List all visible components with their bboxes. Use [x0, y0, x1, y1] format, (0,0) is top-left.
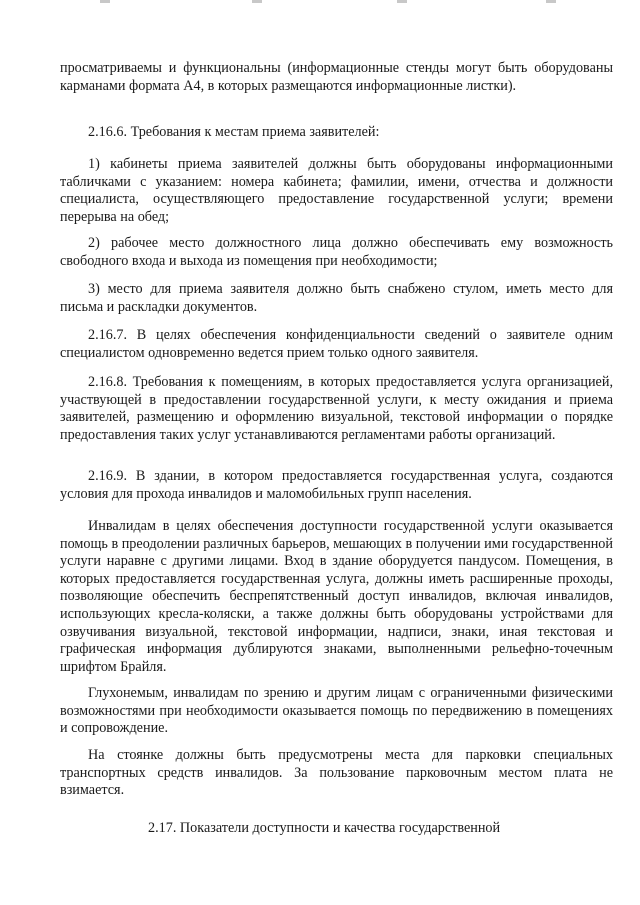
paragraph-text: 2.16.7. В целях обеспечения конфиденциальности сведений о заявителе одним специалистом одновременно ведется прием только одного заявителя.: [60, 327, 613, 361]
paragraph-text: 3) место для приема заявителя должно быть снабжено стулом, иметь место для письма и раскладки документов.: [60, 281, 613, 315]
paragraph-disabled-persons: [60, 518, 613, 676]
paragraph-item-3: [60, 281, 613, 316]
paragraph-item-1: [60, 156, 613, 226]
paragraph-parking: [60, 747, 613, 800]
paragraph-text: Инвалидам в целях обеспечения доступности государственной услуги оказывается помощь в преодолении различных барьеров, мешающих в получении ими государственной услуги наравне с другими лицами. Вход в здание оборудуется пандусом. Помещения, в которых предоставляется государственная услуга, должны иметь расширенные проходы, позволяющие обеспечить беспрепятственный доступ инвалидов, включая инвалидов, использующих кресла-коляски, а также должны быть оборудованы устройствами для озвучивания визуальной, текстовой информации, надписи, знаки, иная текстовая и графическая информация дублируются знаками, выполненными рельефно-точечным шрифтом Брайля.: [60, 518, 613, 675]
paragraph-2-16-7: [60, 327, 613, 362]
paragraph-2-16-6: [60, 124, 613, 142]
scan-artifacts: [0, 0, 640, 8]
paragraph-text: просматриваемы и функциональны (информационные стенды могут быть оборудованы карманами формата А4, в которых размещаются информационные листки).: [60, 60, 613, 94]
paragraph-text: Глухонемым, инвалидам по зрению и другим лицам с ограниченными физическими возможностями при необходимости оказывается помощь по передвижению в помещениях и сопровождение.: [60, 685, 613, 737]
paragraph-info-stands: [60, 60, 613, 95]
paragraph-text: 2.16.6. Требования к местам приема заявителей:: [88, 124, 380, 140]
paragraph-text: 1) кабинеты приема заявителей должны быть оборудованы информационными табличками с указанием: номера кабинета; фамилии, имени, отчества и должности специалиста, осуществляющего предоставление государственной услуги; времени перерыва на обед;: [60, 156, 613, 225]
paragraph-deaf-blind: [60, 685, 613, 738]
paragraph-item-2: [60, 235, 613, 270]
paragraph-2-16-8: [60, 374, 613, 444]
paragraph-text: 2.16.9. В здании, в котором предоставляется государственная услуга, создаются условия для прохода инвалидов и маломобильных групп населения.: [60, 468, 613, 502]
section-heading-2-17: 2.17. Показатели доступности и качества государственной: [148, 820, 501, 836]
paragraph-text: 2) рабочее место должностного лица должно обеспечивать ему возможность свободного входа и выхода из помещения при необходимости;: [60, 235, 613, 269]
paragraph-text: На стоянке должны быть предусмотрены места для парковки специальных транспортных средств инвалидов. За пользование парковочным местом плата не взимается.: [60, 747, 613, 799]
paragraph-text: 2.16.8. Требования к помещениям, в которых предоставляется услуга организацией, участвующей в предоставлении государственной услуги, к месту ожидания и приема заявителей, размещению и оформлению визуальной, текстовой информации о порядке предоставления таких услуг устанавливаются регламентами работы организаций.: [60, 374, 613, 443]
paragraph-2-16-9: [60, 468, 613, 503]
